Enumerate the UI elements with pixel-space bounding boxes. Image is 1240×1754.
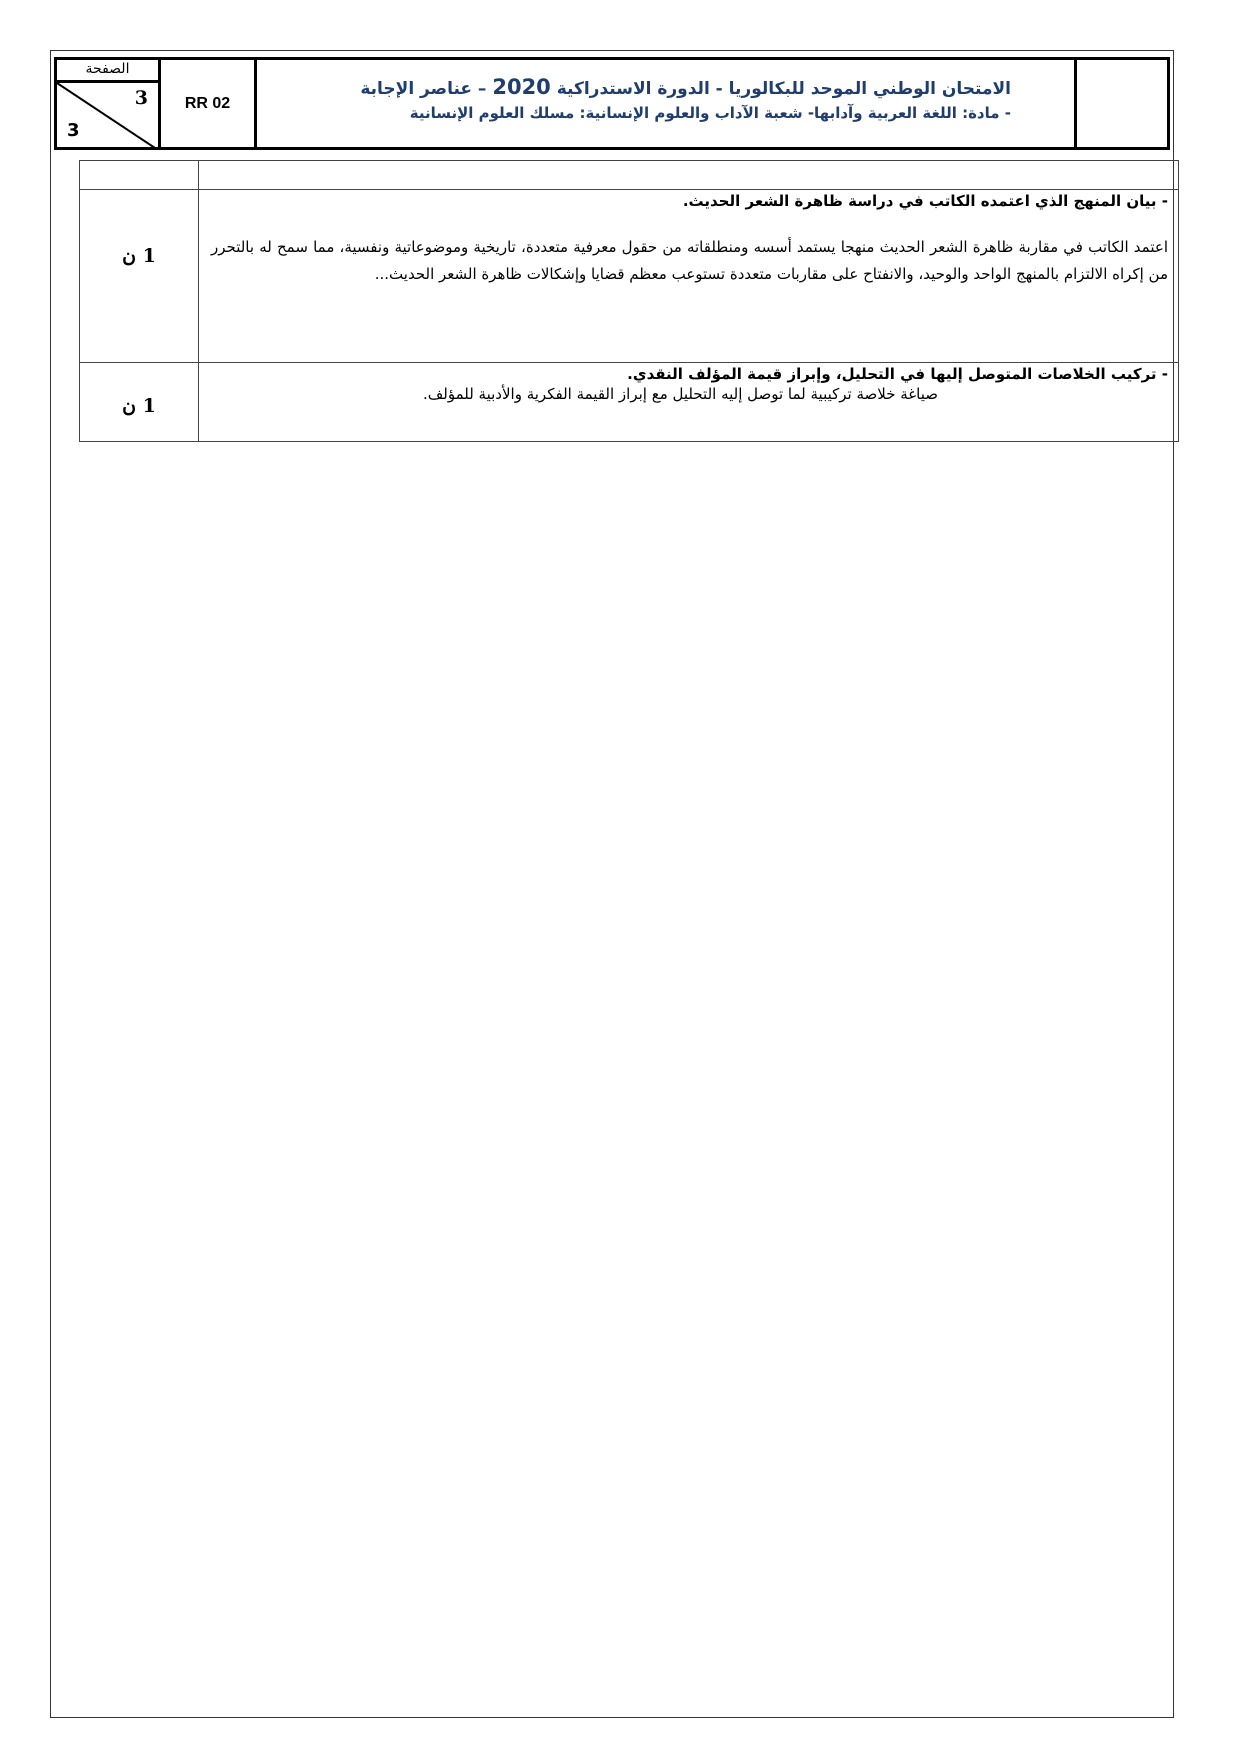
exam-code: RR 02 bbox=[161, 60, 257, 147]
answer-text: صياغة خلاصة تركيبية لما توصل إليه التحليل مع إبراز القيمة الفكرية والأدبية للمؤلف. bbox=[422, 385, 938, 403]
exam-title bbox=[257, 60, 1077, 147]
points-value: 1 ن bbox=[122, 245, 156, 267]
page-number-cell bbox=[57, 60, 161, 147]
title-year: 2020 bbox=[492, 75, 551, 99]
title-line-1 bbox=[257, 74, 1011, 102]
page-label: الصفحة bbox=[57, 60, 158, 83]
title-line-2: - مادة: اللغة العربية وآدابها- شعبة الآداب والعلوم الإنسانية: مسلك العلوم الإنسانية bbox=[409, 104, 1011, 122]
points-cell bbox=[80, 363, 199, 442]
question-text: - بيان المنهج الذي اعتمده الكاتب في دراسة ظاهرة الشعر الحديث. bbox=[682, 192, 1168, 210]
title-part-b: – عناصر الإجابة bbox=[360, 79, 493, 99]
page-current: 3 bbox=[134, 87, 148, 109]
table-header-row bbox=[80, 161, 1179, 190]
question-text: - تركيب الخلاصات المتوصل إليها في التحليل، وإبراز قيمة المؤلف النقدي. bbox=[627, 365, 1168, 383]
table-row bbox=[80, 363, 1179, 442]
points-value: 1 ن bbox=[122, 395, 156, 417]
answer-text: اعتمد الكاتب في مقاربة ظاهرة الشعر الحديث منهجا يستمد أسسه ومنطلقاته من حقول معرفية متعددة، تاريخية وموضوعاتية ونفسية، مما سمح له بالتحرر من إكراه الالتزام بالمنهج الواحد والوحيد، والانفتاح على مقاربات متعددة تستوعب معظم قضايا وإشكالات ظاهرة الشعر الحديث... bbox=[211, 238, 1168, 283]
answer-cell bbox=[199, 190, 1179, 363]
title-part-a: الامتحان الوطني الموحد للبكالوريا - الدورة الاستدراكية bbox=[550, 79, 1011, 99]
empty-cell bbox=[199, 161, 1179, 190]
empty-cell bbox=[80, 161, 199, 190]
answer-cell bbox=[199, 363, 1179, 442]
answer-table bbox=[79, 160, 1179, 442]
table-row bbox=[80, 190, 1179, 363]
header-blank-cell bbox=[1077, 60, 1167, 147]
points-cell bbox=[80, 190, 199, 363]
page-total: 3 bbox=[67, 120, 80, 141]
header-table bbox=[54, 57, 1170, 150]
